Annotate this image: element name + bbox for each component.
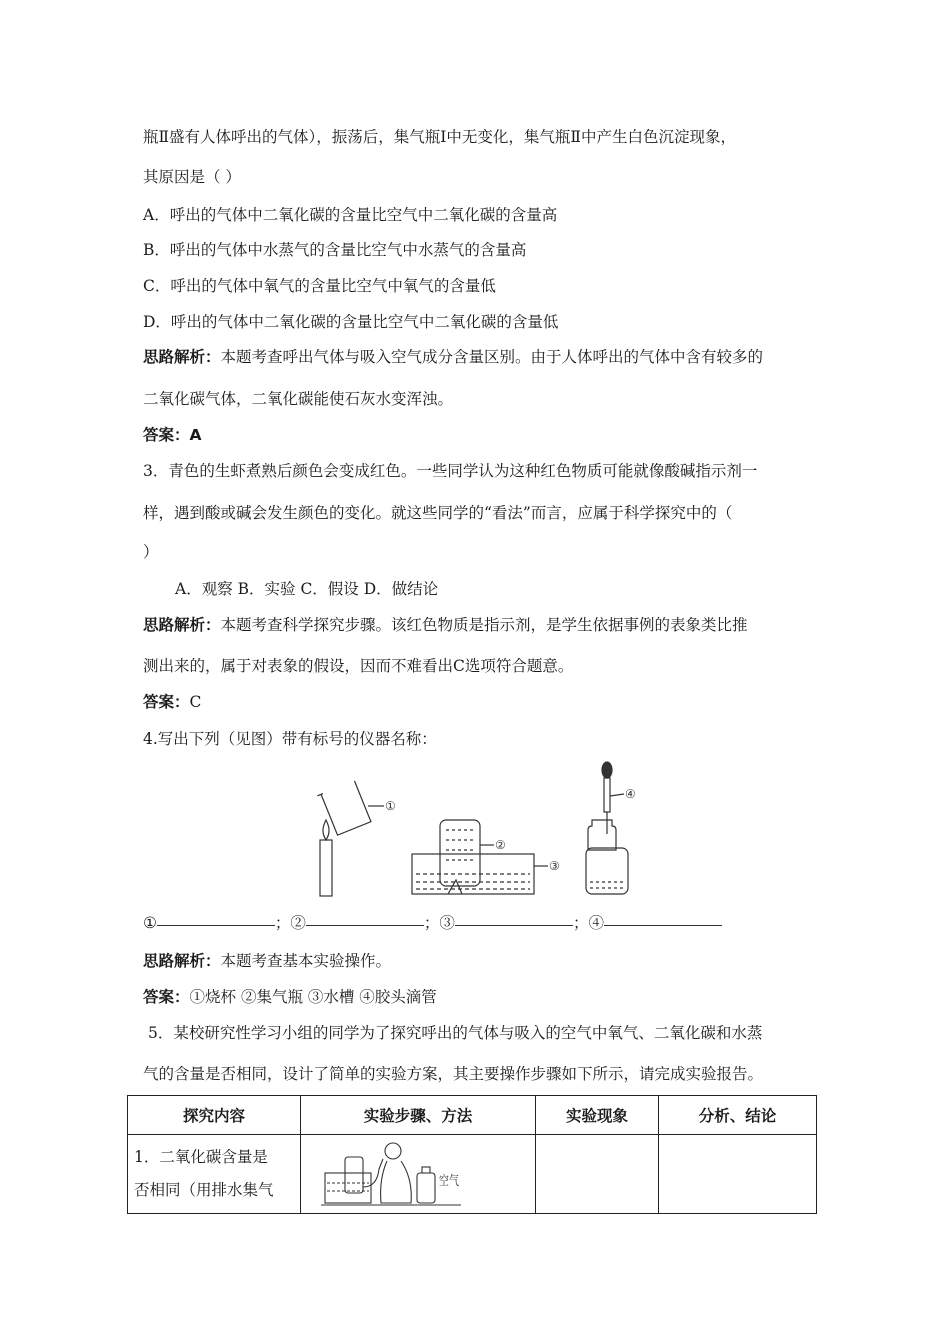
table-header-row bbox=[128, 1096, 817, 1135]
answer-label: 答案： bbox=[143, 693, 190, 711]
answer-label: 答案： bbox=[143, 988, 190, 1006]
q2-analysis bbox=[143, 348, 763, 367]
breathing-apparatus-figure bbox=[321, 1139, 466, 1209]
row1-conclusion[interactable] bbox=[659, 1135, 817, 1214]
analysis-label: 思路解析： bbox=[143, 952, 221, 970]
q4-blanks bbox=[143, 914, 722, 933]
row1-phenomenon[interactable] bbox=[536, 1135, 659, 1214]
answer-blank-1[interactable] bbox=[157, 924, 275, 926]
dropper-icon bbox=[602, 762, 612, 834]
label-3: ③ bbox=[549, 859, 560, 873]
air-label: 空气 bbox=[439, 1174, 466, 1189]
q2-option-b: B．呼出的气体中水蒸气的含量比空气中水蒸气的含量高 bbox=[143, 241, 527, 259]
q2-line2: 其原因是（ ） bbox=[143, 168, 241, 186]
analysis-label: 思路解析： bbox=[143, 616, 221, 634]
analysis-label: 思路解析： bbox=[143, 348, 221, 366]
blank-label-3: ；③ bbox=[423, 914, 455, 932]
analysis-text: 本题考查科学探究步骤。该红色物质是指示剂，是学生依据事例的表象类比推 bbox=[220, 616, 748, 634]
q4-stem: 4.写出下列（见图）带有标号的仪器名称： bbox=[143, 730, 437, 748]
reagent-bottle-icon bbox=[586, 848, 628, 894]
q5-line2: 气的含量是否相同，设计了简单的实验方案，其主要操作步骤如下所示，请完成实验报告。 bbox=[143, 1065, 764, 1083]
header-steps: 实验步骤、方法 bbox=[301, 1096, 536, 1135]
answer-value: C bbox=[189, 693, 202, 711]
analysis-text: 本题考查呼出气体与吸入空气成分含量区别。由于人体呼出的气体中含有较多的 bbox=[220, 348, 764, 366]
header-phenomenon: 实验现象 bbox=[536, 1096, 659, 1135]
blank-label-2: ；② bbox=[274, 914, 306, 932]
header-conclusion: 分析、结论 bbox=[659, 1096, 817, 1135]
beaker-icon bbox=[317, 781, 371, 837]
q3-analysis-2: 测出来的，属于对表象的假设，因而不难看出C选项符合题意。 bbox=[143, 657, 574, 675]
q3-analysis bbox=[143, 616, 748, 635]
flame-icon bbox=[323, 820, 329, 840]
label-4: ④ bbox=[625, 787, 636, 801]
answer-value: ①烧杯 ②集气瓶 ③水槽 ④胶头滴管 bbox=[189, 988, 437, 1006]
table-row bbox=[128, 1135, 817, 1214]
person-head-icon bbox=[385, 1143, 401, 1159]
q4-analysis bbox=[143, 952, 391, 971]
trough-icon bbox=[325, 1173, 371, 1203]
q3-line2: 样，遇到酸或碱会发生颜色的变化。就这些同学的“看法”而言，应属于科学探究中的（ bbox=[143, 504, 733, 522]
label-1: ① bbox=[385, 799, 396, 813]
label-2: ② bbox=[495, 838, 506, 852]
q2-line1: 瓶Ⅱ盛有人体呼出的气体），振荡后，集气瓶Ⅰ中无变化，集气瓶Ⅱ中产生白色沉淀现象， bbox=[143, 128, 736, 146]
q3-answer bbox=[143, 693, 201, 712]
header-content: 探究内容 bbox=[128, 1096, 301, 1135]
row1-steps bbox=[301, 1135, 536, 1214]
answer-value: A bbox=[189, 426, 202, 444]
q5-line1: 5．某校研究性学习小组的同学为了探究呼出的气体与吸入的空气中氧气、二氧化碳和水蒸 bbox=[148, 1024, 763, 1042]
bottle-icon bbox=[417, 1173, 435, 1203]
q2-option-d: D．呼出的气体中二氧化碳的含量比空气中二氧化碳的含量低 bbox=[143, 313, 559, 331]
row1-content-line2: 否相同（用排水集气 bbox=[134, 1181, 274, 1199]
answer-blank-3[interactable] bbox=[455, 924, 573, 926]
q4-answer bbox=[143, 988, 437, 1007]
answer-blank-2[interactable] bbox=[306, 924, 424, 926]
answer-blank-4[interactable] bbox=[604, 924, 722, 926]
q3-options: A．观察 B．实验 C．假设 D．做结论 bbox=[175, 580, 439, 598]
row1-content-line1: 1．二氧化碳含量是 bbox=[134, 1148, 268, 1166]
blank-label-1: ① bbox=[143, 914, 157, 932]
experiment-report-table bbox=[127, 1095, 817, 1214]
person-body-icon bbox=[381, 1161, 412, 1203]
q3-line3: ） bbox=[143, 543, 159, 561]
answer-label: 答案： bbox=[143, 426, 190, 444]
row1-content bbox=[128, 1135, 301, 1214]
apparatus-figure bbox=[290, 756, 670, 902]
q2-answer bbox=[143, 426, 202, 445]
analysis-text: 本题考查基本实验操作。 bbox=[220, 952, 392, 970]
q2-option-c: C．呼出的气体中氧气的含量比空气中氧气的含量低 bbox=[143, 277, 496, 295]
q2-analysis-2: 二氧化碳气体，二氧化碳能使石灰水变浑浊。 bbox=[143, 390, 454, 408]
q3-line1: 3．青色的生虾煮熟后颜色会变成红色。一些同学认为这种红色物质可能就像酸碱指示剂一 bbox=[143, 462, 758, 480]
q2-option-a: A．呼出的气体中二氧化碳的含量比空气中二氧化碳的含量高 bbox=[143, 206, 558, 224]
blank-label-4: ；④ bbox=[572, 914, 604, 932]
candle-icon bbox=[320, 840, 332, 896]
